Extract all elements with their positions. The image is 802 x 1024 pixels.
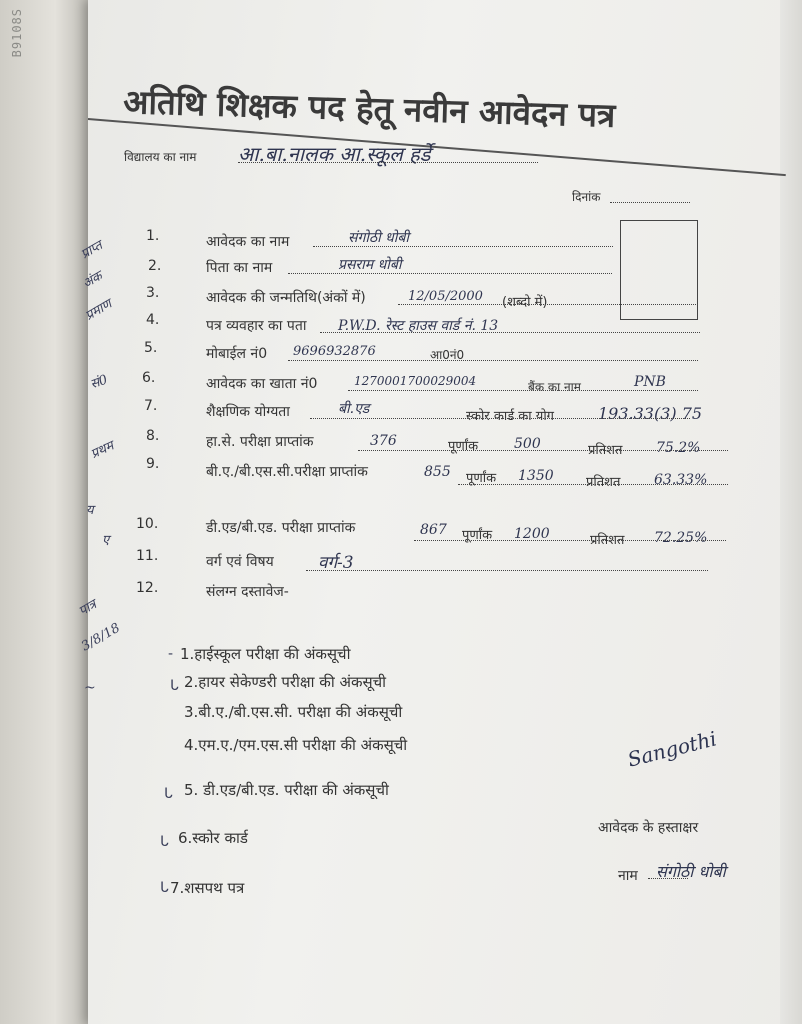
row1-dots — [313, 246, 613, 247]
form-title: अतिथि शिक्षक पद हेतू नवीन आवेदन पत्र — [122, 81, 616, 135]
doc-item-4: 4.एम.ए./एम.एस.सी परीक्षा की अंकसूची — [184, 736, 408, 754]
margin-initials: ~ — [84, 680, 96, 696]
father-name-value: प्रसराम धोबी — [338, 257, 402, 273]
row-num-8: 8. — [146, 428, 160, 444]
hss-total-value: 500 — [514, 436, 541, 452]
margin-note-8: पात्र — [76, 597, 100, 620]
school-value: आ.बा.नालक आ.स्कूल हर्डे — [238, 142, 431, 166]
attached-docs-label: संलग्न दस्तावेज- — [206, 584, 289, 600]
tick-mark-5: ᒐ — [164, 786, 173, 802]
bed-percent-label: प्रतिशत — [590, 533, 625, 548]
row2-dots — [288, 273, 612, 274]
margin-note-2: अंक — [80, 268, 106, 292]
mobile-value: 9696932876 — [293, 344, 376, 359]
applicant-signature: Sangothi — [625, 726, 719, 772]
qualification-label: शैक्षणिक योग्यता — [206, 404, 290, 420]
margin-note-7: ए — [102, 533, 110, 548]
applicant-name-value: संगोठी धोबी — [348, 230, 410, 246]
row-num-9: 9. — [146, 456, 160, 472]
category-value: वर्ग-3 — [318, 553, 354, 573]
hss-total-label: पूर्णांक — [448, 439, 479, 454]
bed-marks-label: डी.एड/बी.एड. परीक्षा प्राप्तांक — [206, 520, 356, 536]
account-label: आवेदक का खाता नं0 — [206, 376, 318, 392]
doc-item-5: 5. डी.एड/बी.एड. परीक्षा की अंकसूची — [184, 781, 389, 799]
bed-marks-value: 867 — [420, 522, 447, 538]
row-num-2: 2. — [148, 258, 162, 274]
address-value: P.W.D. रेस्ट हाउस वार्ड नं. 13 — [338, 318, 499, 334]
date-label: दिनांक — [572, 190, 601, 204]
date-dots — [610, 202, 690, 203]
qualification-value: बी.एड — [338, 401, 370, 417]
row-num-5: 5. — [144, 340, 158, 356]
row10-dots — [414, 540, 726, 541]
ba-percent-value: 63.33% — [654, 472, 708, 488]
photo-box — [620, 220, 698, 320]
signature-label: आवेदक के हस्ताक्षर — [598, 820, 699, 836]
margin-note-4: सं0 — [88, 372, 110, 393]
row-num-3: 3. — [146, 285, 160, 301]
applicant-name-label: आवेदक का नाम — [206, 234, 290, 250]
name-value: संगोठी धोबी — [656, 862, 726, 881]
row9-dots — [458, 484, 728, 485]
margin-note-1: प्राप्त — [78, 238, 106, 263]
row-num-11: 11. — [136, 548, 159, 564]
school-label: विद्यालय का नाम — [124, 150, 197, 164]
application-form-page — [76, 0, 802, 1024]
mobile-label: मोबाईल नं0 — [206, 346, 268, 362]
edge-stamp: B9108S — [10, 8, 24, 58]
ba-percent-label: प्रतिशत — [586, 475, 621, 490]
margin-note-6: य — [86, 503, 94, 518]
doc-item-1: 1.हाईस्कूल परीक्षा की अंकसूची — [180, 645, 351, 663]
ba-total-value: 1350 — [518, 468, 554, 484]
tick-mark-6: ᒐ — [160, 834, 169, 850]
row-num-4: 4. — [146, 312, 160, 328]
doc-item-7: 7.शसपथ पत्र — [170, 879, 245, 897]
row-num-6: 6. — [142, 370, 156, 386]
dob-words-label: (शब्दो में) — [502, 295, 548, 310]
category-label: वर्ग एवं विषय — [206, 554, 274, 570]
margin-note-3: प्रमाण — [82, 296, 115, 324]
bed-percent-value: 72.25% — [654, 530, 708, 546]
score-card-label: स्कोर कार्ड का योग — [466, 409, 555, 424]
dob-value: 12/05/2000 — [408, 289, 483, 304]
margin-note-9: 3/8/18 — [79, 620, 123, 655]
margin-note-5: प्रथम — [88, 438, 117, 463]
bed-total-label: पूर्णांक — [462, 528, 493, 543]
hss-percent-label: प्रतिशत — [588, 443, 623, 458]
tick-mark-1: - — [168, 646, 174, 662]
doc-item-2: 2.हायर सेकेण्डरी परीक्षा की अंकसूची — [184, 673, 387, 691]
ba-marks-value: 855 — [424, 464, 451, 480]
school-dots — [238, 162, 538, 163]
row-num-7: 7. — [144, 398, 158, 414]
tick-mark-2: ᒐ — [170, 678, 179, 694]
row8-dots — [358, 450, 728, 451]
hss-percent-value: 75.2% — [656, 440, 701, 456]
father-name-label: पिता का नाम — [206, 260, 273, 276]
tick-mark-7: ᒐ — [160, 880, 169, 896]
row3-dots — [398, 304, 698, 305]
bed-total-value: 1200 — [514, 526, 550, 542]
row6-dots — [348, 390, 698, 391]
row4-dots — [320, 332, 700, 333]
address-label: पत्र व्यवहार का पता — [206, 318, 307, 334]
row-num-10: 10. — [136, 516, 159, 532]
doc-item-3: 3.बी.ए./बी.एस.सी. परीक्षा की अंकसूची — [184, 703, 403, 721]
bank-name-label: बैंक का नाम — [528, 380, 581, 394]
left-page-edge — [0, 0, 92, 1024]
page-stack-edge — [780, 0, 802, 1024]
ba-total-label: पूर्णांक — [466, 471, 497, 486]
account-value: 1270001700029004 — [354, 374, 477, 388]
row5-dots — [288, 360, 698, 361]
dob-label: आवेदक की जन्मतिथि(अंकों में) — [206, 290, 366, 306]
row-num-1: 1. — [146, 228, 160, 244]
aadhar-label: आ0नं0 — [430, 348, 465, 362]
hss-marks-value: 376 — [370, 433, 397, 449]
score-card-value: 193.33(3) 75 — [598, 404, 703, 423]
ba-marks-label: बी.ए./बी.एस.सी.परीक्षा प्राप्तांक — [206, 464, 368, 480]
row7-dots — [310, 418, 690, 419]
doc-item-6: 6.स्कोर कार्ड — [178, 829, 248, 847]
hss-marks-label: हा.से. परीक्षा प्राप्तांक — [206, 434, 314, 450]
name-label: नाम — [618, 868, 638, 884]
row11-dots — [306, 570, 708, 571]
row-num-12: 12. — [136, 580, 159, 596]
bank-name-value: PNB — [634, 374, 666, 390]
